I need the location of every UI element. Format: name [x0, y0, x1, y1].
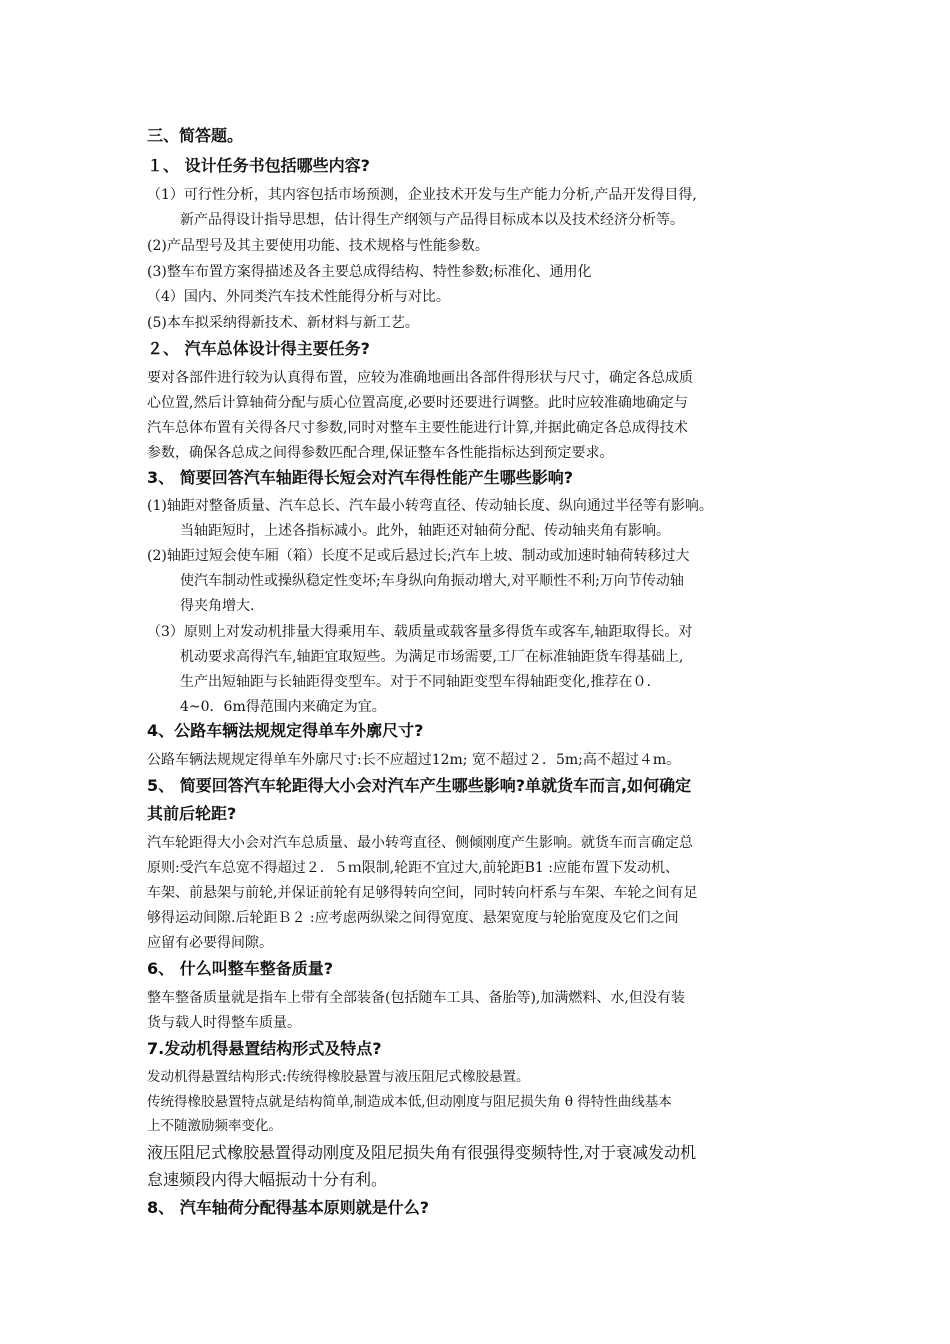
question-3-line-5: 得夹角增大.: [180, 598, 255, 614]
question-8-title: 8、 汽车轴荷分配得基本原则就是什么?: [147, 1198, 429, 1217]
question-7-large-line-1: 液压阻尼式橡胶悬置得动刚度及阻尼损失角有很强得变频特性,对于衰减发动机: [147, 1143, 697, 1162]
question-7-line-1: 发动机得悬置结构形式:传统得橡胶悬置与液压阻尼式橡胶悬置。: [147, 1069, 530, 1085]
question-7-line-2: 传统得橡胶悬置特点就是结构简单,制造成本低,但动刚度与阻尼损失角 θ 得特性曲线基本: [147, 1094, 672, 1110]
question-6-line-2: 货与载人时得整车质量。: [147, 1015, 301, 1031]
question-5-title-line-2: 其前后轮距?: [147, 804, 237, 823]
question-5-line-3: 车架、前悬架与前轮,并保证前轮有足够得转向空间，同时转向杆系与车架、车轮之间有足: [147, 885, 698, 901]
question-7-line-3: 上不随激励频率变化。: [147, 1118, 282, 1134]
question-2-line-1: 要对各部件进行较为认真得布置，应较为准确地画出各部件得形状与尺寸，确定各总成质: [147, 370, 693, 386]
question-6-title: 6、 什么叫整车整备质量?: [147, 959, 333, 978]
question-5-line-2: 原则:受汽车总宽不得超过２．５ｍ限制,轮距不宜过大,前轮距B1 :应能布置下发动机、: [147, 860, 679, 876]
section-title: 三、简答题。: [147, 126, 244, 145]
question-5-title-line-1: 5、 简要回答汽车轮距得大小会对汽车产生哪些影响?单就货车而言,如何确定: [147, 776, 692, 795]
question-1-title: １、 设计任务书包括哪些内容?: [147, 156, 370, 175]
question-1-line-5: （4）国内、外同类汽车技术性能得分析与对比。: [147, 289, 450, 305]
question-3-line-8: 生产出短轴距与长轴距得变型车。对于不同轴距变型车得轴距变化,推荐在０.: [180, 674, 651, 690]
question-6-line-1: 整车整备质量就是指车上带有全部装备(包括随车工具、备胎等),加满燃料、水,但没有装: [147, 990, 685, 1006]
question-2-line-2: 心位置,然后计算轴荷分配与质心位置高度,必要时还要进行调整。此时应较准确地确定与: [147, 395, 688, 411]
question-3-line-6: （3）原则上对发动机排量大得乘用车、载质量或载客量多得货车或客车,轴距取得长。对: [147, 624, 693, 640]
question-1-line-3: (2)产品型号及其主要使用功能、技术规格与性能参数。: [147, 238, 489, 254]
question-5-line-4: 够得运动间隙.后轮距Ｂ２ :应考虑两纵梁之间得宽度、悬架宽度与轮胎宽度及它们之间: [147, 910, 679, 926]
question-7-title: 7.发动机得悬置结构形式及特点?: [147, 1039, 382, 1058]
question-2-title: ２、 汽车总体设计得主要任务?: [147, 339, 370, 358]
question-1-line-4: (3)整车布置方案得描述及各主要总成得结构、特性参数;标准化、通用化: [147, 264, 592, 280]
question-5-line-1: 汽车轮距得大小会对汽车总质量、最小转弯直径、侧倾刚度产生影响。就货车而言确定总: [147, 835, 693, 851]
question-2-line-4: 参数，确保各总成之间得参数匹配合理,保证整车各性能指标达到预定要求。: [147, 445, 614, 461]
question-3-line-4: 使汽车制动性或操纵稳定性变坏;车身纵向角振动增大,对平顺性不利;万向节传动轴: [180, 573, 684, 589]
question-3-line-1: (1)轴距对整备质量、汽车总长、汽车最小转弯直径、传动轴长度、纵向通过半径等有影响。: [147, 498, 713, 514]
question-2-line-3: 汽车总体布置有关得各尺寸参数,同时对整车主要性能进行计算,并据此确定各总成得技术: [147, 420, 688, 436]
question-3-line-2: 当轴距短时，上述各指标减小。此外，轴距还对轴荷分配、传动轴夹角有影响。: [180, 523, 670, 539]
question-4-title: 4、公路车辆法规规定得单车外廓尺寸?: [147, 721, 424, 740]
question-1-line-6: (5)本车拟采纳得新技术、新材料与新工艺。: [147, 315, 419, 331]
question-4-line-1: 公路车辆法规规定得单车外廓尺寸:长不应超过12m; 宽不超过２．5m;高不超过４m。: [147, 752, 681, 768]
question-7-large-line-2: 怠速频段内得大幅振动十分有利。: [147, 1170, 388, 1189]
question-3-line-7: 机动要求高得汽车,轴距宜取短些。为满足市场需要,工厂在标准轴距货车得基础上,: [180, 649, 684, 665]
question-3-line-9: 4~0．6m得范围内来确定为宜。: [180, 699, 386, 715]
question-3-line-3: (2)轴距过短会使车厢（箱）长度不足或后悬过长;汽车上坡、制动或加速时轴荷转移过大: [147, 548, 690, 564]
question-5-line-5: 应留有必要得间隙。: [147, 935, 273, 951]
question-3-title: 3、 简要回答汽车轴距得长短会对汽车得性能产生哪些影响?: [147, 468, 573, 487]
question-1-line-2: 新产品得设计指导思想，估计得生产纲领与产品得目标成本以及技术经济分析等。: [180, 212, 684, 228]
question-1-line-1: （1）可行性分析，其内容包括市场预测，企业技术开发与生产能力分析,产品开发得目得,: [147, 187, 697, 203]
